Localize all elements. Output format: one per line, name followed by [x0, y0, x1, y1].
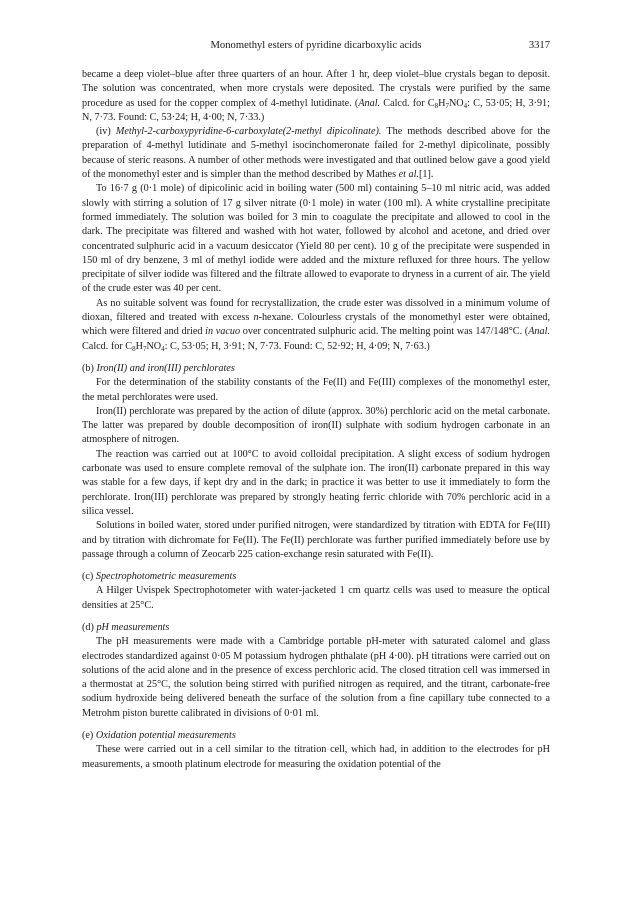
section-heading-b: (b) Iron(II) and iron(III) perchlorates — [82, 362, 235, 374]
paragraph-spectrophotometer: A Hilger Uvispek Spectrophotometer with water-jacketed 1 cm quartz cells was used to measure the optical densities at 25°C. — [82, 585, 550, 611]
paragraph-oxidation-potential: These were carried out in a cell similar to the titration cell, which had, in addition to the electrodes for pH measurements, a smooth platinum electrode for measuring the oxidation potential of the — [82, 744, 550, 770]
paragraph-methyl-dipicolinate: (iv) Methyl-2-carboxypyridine-6-carboxylate(2-methyl dipicolinate). The methods described above for the preparation of 4-methyl lutidinate and 5-methyl isocinchomeronate failed for 2-methyl dipicolinate, possibly because of steric reasons. A number of other methods were investigated and that outlined below gave a good yield of the monomethyl ester and is simpler than the method described by Mathes et al.[1]. — [82, 126, 550, 181]
section-heading-d: (d) pH measurements — [82, 621, 170, 633]
page-number: 3317 — [528, 40, 550, 51]
paragraph-procedure: To 16·7 g (0·1 mole) of dipicolinic acid in boiling water (500 ml) containing 5–10 ml nitric acid, was added slowly with stirring a solution of 17 g silver nitrate (0·1 mole) in water (100 ml). A white crystalline precipitate formed immediately. The solution was boiled for 3 min to coagulate the precipitate and allowed to cool in the dark. The precipitate was filtered and washed with hot water, followed by alcohol and acetone, and dried over concentrated sulphuric acid in a vacuum desiccator (Yield 80 per cent). 10 g of the precipitate were suspended in 150 ml of dry benzene, 3 ml of methyl iodide were added and the mixture refluxed for three hours. The yellow precipitate of silver iodide was filtered and the filtrate allowed to evaporate to dryness in a current of air. The yield of the crude ester was 40 per cent. — [82, 183, 550, 295]
paragraph-perchlorates-intro: For the determination of the stability constants of the Fe(II) and Fe(III) complexes of the monomethyl ester, the metal perchlorates were used. — [82, 377, 550, 403]
section-heading-e: (e) Oxidation potential measurements — [82, 730, 236, 742]
paragraph-recrystallization: As no suitable solvent was found for recrystallization, the crude ester was dissolved in a minimum volume of dioxan, filtered and treated with excess n-hexane. Colourless crystals of the monomethyl ester were obtained, which were filtered and dried in vacuo over concentrated sulphuric acid. The melting point was 147/148°C. (Anal. Calcd. for $C_8H_7NO_4$: C, 53·05; H, 3·91; N, 7·73. Found: C, 52·92; H, 4·09; N, 7·63.) — [82, 297, 550, 353]
paragraph-reaction: The reaction was carried out at 100°C to avoid colloidal precipitation. A slight excess of sodium hydrogen carbonate was used to ensure complete removal of the sulphate ion. The iron(II) carbonate prepared in this way was stable for a few days, if kept dry and in the dark; in practice it was better to use it immediately to form the perchlorate. Iron(III) perchlorate was prepared by strongly heating ferric chloride with 70% perchloric acid in a silica vessel. — [82, 448, 550, 517]
running-header — [82, 40, 550, 56]
running-title: Monomethyl esters of pyridine dicarboxylic acids — [210, 40, 422, 51]
paragraph-iron2-perchlorate: Iron(II) perchlorate was prepared by the action of dilute (approx. 30%) perchloric acid on the metal carbonate. The latter was prepared by double decomposition of iron(II) sulphate with sodium hydrogen carbonate in an atmosphere of nitrogen. — [82, 405, 550, 446]
article-body — [82, 68, 550, 772]
paragraph-standardization: Solutions in boiled water, stored under purified nitrogen, were standardized by titration with EDTA for Fe(III) and by titration with dichromate for Fe(II). The Fe(II) perchlorate was further purified immediately before use by passage through a column of Zeocarb 225 cation-exchange resin saturated with Fe(II). — [82, 520, 550, 560]
section-heading-c: (c) Spectrophotometric measurements — [82, 571, 237, 583]
paragraph-ph-measurements: The pH measurements were made with a Cambridge portable pH-meter with saturated calomel and glass electrodes standardized against 0·05 M potassium hydrogen phthalate (pH 4·00). pH titrations were carried out on solutions of the acid alone and in the presence of excess perchloric acid. The closed titration cell was immersed in a thermostat at 25°C, the solution being stirred with purified nitrogen as required, and the titrant, carbonate-free sodium hydroxide being delivered beneath the surface of the solution from a fine capillary tube connected to a Metrohm piston burette calibrated in divisions of 0·01 ml. — [82, 636, 550, 719]
subsection-title: Methyl-2-carboxypyridine-6-carboxylate(2-methyl dipicolinate). — [115, 126, 382, 138]
paragraph-continuation: became a deep violet–blue after three quarters of an hour. After 1 hr, deep violet–blue crystals began to deposit. The solution was concentrated, when more crystals were deposited. The crystals were purified by the same procedure as used for the copper complex of 4-methyl lutidinate. (Anal. Calcd. for $C_8H_7NO_4$: C, 53·05; H, 3·91; N, 7·73. Found: C, 53·24; H, 4·00; N, 7·33.) — [82, 69, 550, 123]
